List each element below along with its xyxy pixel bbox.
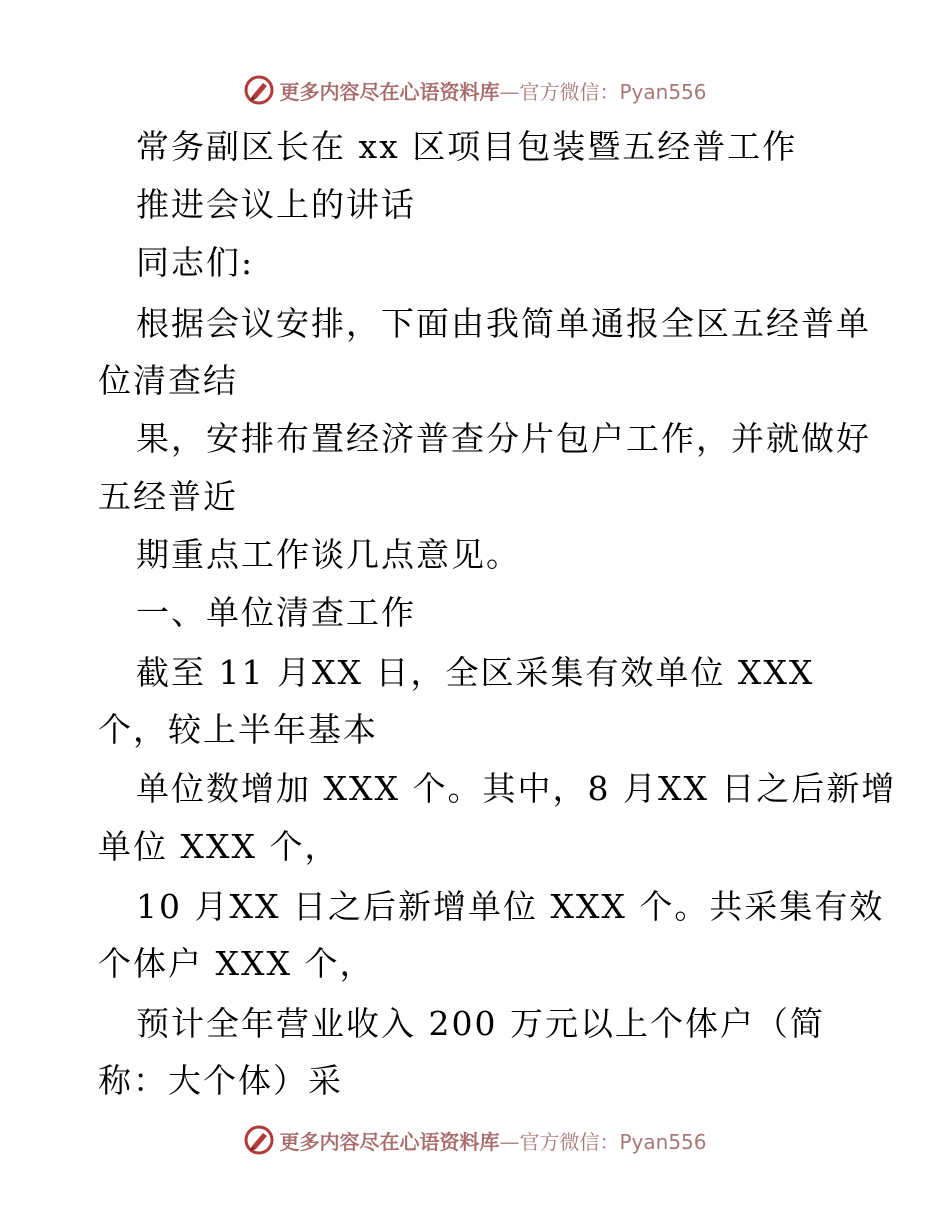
pen-logo-icon	[243, 74, 275, 106]
banner-main-text: 更多内容尽在心语资料库	[279, 79, 500, 104]
paragraph-line: 个，较上半年基本	[98, 710, 378, 749]
document-title-line-2: 推进会议上的讲话	[136, 185, 416, 224]
paragraph-line: 截至 11 月XX 日，全区采集有效单位 XXX	[136, 653, 815, 692]
paragraph-line: 期重点工作谈几点意见。	[136, 535, 521, 574]
section-heading: 一、单位清查工作	[136, 593, 416, 632]
paragraph-line: 预计全年营业收入 200 万元以上个体户（简	[136, 1004, 825, 1043]
banner-wechat-label: 官方微信：	[519, 79, 620, 104]
footer-banner	[0, 1120, 950, 1160]
paragraph-line: 根据会议安排，下面由我简单通报全区五经普单	[136, 304, 871, 343]
header-banner	[0, 70, 950, 110]
salutation: 同志们:	[136, 243, 255, 282]
document-title-line-1: 常务副区长在 xx 区项目包装暨五经普工作	[136, 127, 798, 166]
paragraph-line: 位清查结	[98, 361, 238, 400]
banner-wechat-id: Pyan556	[619, 79, 707, 104]
paragraph-line: 五经普近	[98, 477, 238, 516]
banner-main-text: 更多内容尽在心语资料库	[279, 1129, 500, 1154]
paragraph-line: 单位数增加 XXX 个。其中，8 月XX 日之后新增	[136, 769, 897, 808]
banner-separator: —	[499, 1129, 520, 1154]
banner-wechat-id: Pyan556	[619, 1129, 707, 1154]
banner-separator: —	[499, 79, 520, 104]
paragraph-line: 果，安排布置经济普查分片包户工作，并就做好	[136, 419, 871, 458]
paragraph-line: 10 月XX 日之后新增单位 XXX 个。共采集有效	[136, 887, 885, 926]
paragraph-line: 单位 XXX 个，	[98, 827, 340, 866]
pen-logo-icon	[243, 1124, 275, 1156]
paragraph-line: 称：大个体）采	[98, 1061, 343, 1100]
banner-wechat-label: 官方微信：	[519, 1129, 620, 1154]
paragraph-line: 个体户 XXX 个，	[98, 944, 375, 983]
banner-text	[279, 1126, 706, 1155]
banner-text	[279, 76, 706, 105]
